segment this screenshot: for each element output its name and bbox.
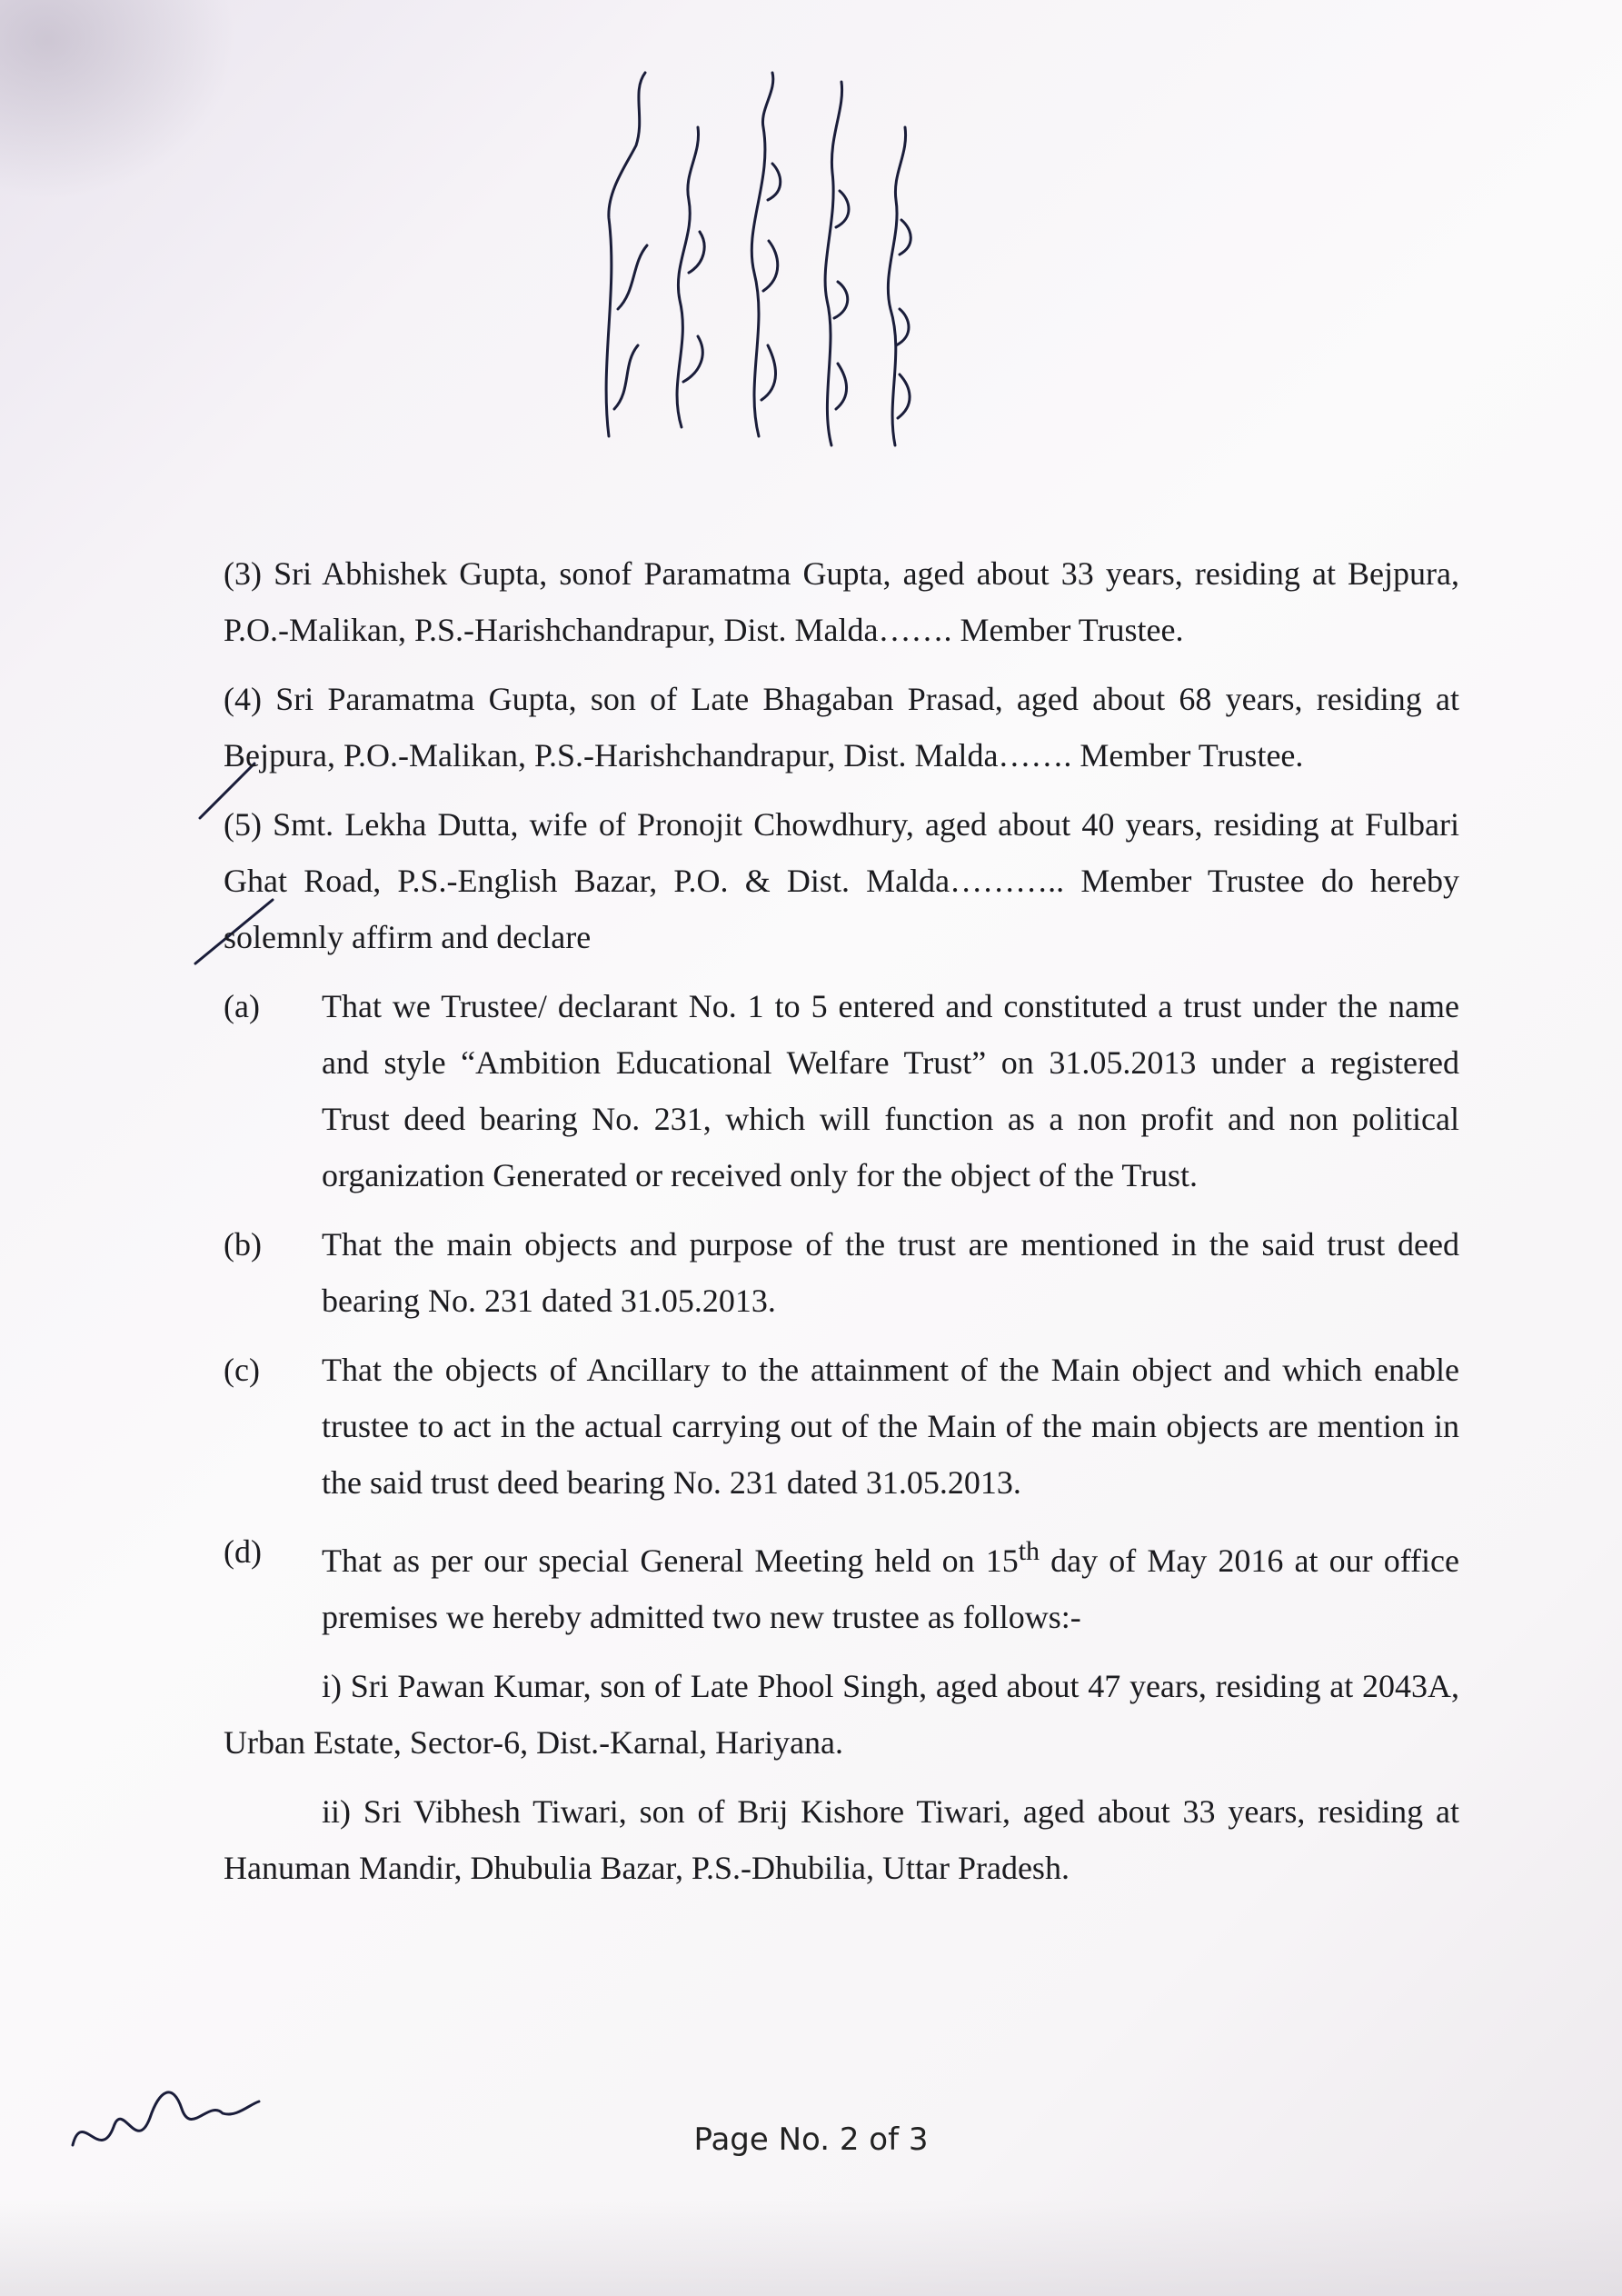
- new-trustee-1: i) Sri Pawan Kumar, son of Late Phool Singh, aged about 47 years, residing at 2043A, Urban Estate, Sector-6, Dist.-Karnal, Hariyana.: [224, 1668, 1459, 1761]
- paper-stain: [0, 0, 236, 200]
- signatures-svg: [582, 18, 1000, 454]
- clause-c: [224, 1342, 1459, 1511]
- document-body: [224, 545, 1459, 1909]
- paragraph-trustee-3: (3) Sri Abhishek Gupta, sonof Paramatma Gupta, aged about 33 years, residing at Bejpura, P.O.-Malikan, P.S.-Harishchandrapur, Dist. Malda……. Member Trustee.: [224, 555, 1459, 648]
- handwritten-signatures: [582, 18, 1000, 454]
- paper-fold-shadow: [0, 2200, 1622, 2296]
- new-trustee-2: ii) Sri Vibhesh Tiwari, son of Brij Kishore Tiwari, aged about 33 years, residing at Hanuman Mandir, Dhubulia Bazar, P.S.-Dhubilia, Uttar Pradesh.: [224, 1793, 1459, 1886]
- paragraph-trustee-5: (5) Smt. Lekha Dutta, wife of Pronojit Chowdhury, aged about 40 years, residing at Fulbari Ghat Road, P.S.-English Bazar, P.O. & Dist. Malda……….. Member Trustee do hereby solemnly affirm and declare: [224, 806, 1459, 955]
- clause-label: (b): [224, 1226, 262, 1263]
- paragraph-trustee-4: (4) Sri Paramatma Gupta, son of Late Bhagaban Prasad, aged about 68 years, residing at Bejpura, P.O.-Malikan, P.S.-Harishchandrapur, Dist. Malda……. Member Trustee.: [224, 681, 1459, 774]
- clause-d: [224, 1523, 1459, 1645]
- clause-label: (c): [224, 1352, 260, 1388]
- clause-text: [322, 1523, 1459, 1645]
- clause-label: (d): [224, 1533, 262, 1570]
- clause-text: That the main objects and purpose of the trust are mentioned in the said trust deed bearing No. 231 dated 31.05.2013.: [322, 1226, 1459, 1319]
- clause-text: That we Trustee/ declarant No. 1 to 5 entered and constituted a trust under the name and style “Ambition Educational Welfare Trust” on 31.05.2013 under a registered Trust deed bearing No. 231, which will function as a non profit and non political organization Generated or received only for the object of the Trust.: [322, 988, 1459, 1193]
- clause-d-text-after: day of May 2016 at our office premises we hereby admitted two new trustee as follows:-: [322, 1542, 1459, 1635]
- clause-d-superscript: th: [1018, 1536, 1040, 1566]
- clause-label: (a): [224, 988, 260, 1024]
- clause-b: [224, 1216, 1459, 1329]
- clause-d-text-before: That as per our special General Meeting held on 15: [322, 1542, 1019, 1579]
- page-number: Page No. 2 of 3: [693, 2121, 929, 2158]
- clause-a: [224, 978, 1459, 1203]
- clause-text: That the objects of Ancillary to the attainment of the Main object and which enable trustee to act in the actual carrying out of the Main of the main objects are mention in the said trust deed bearing No. 231 dated 31.05.2013.: [322, 1352, 1459, 1501]
